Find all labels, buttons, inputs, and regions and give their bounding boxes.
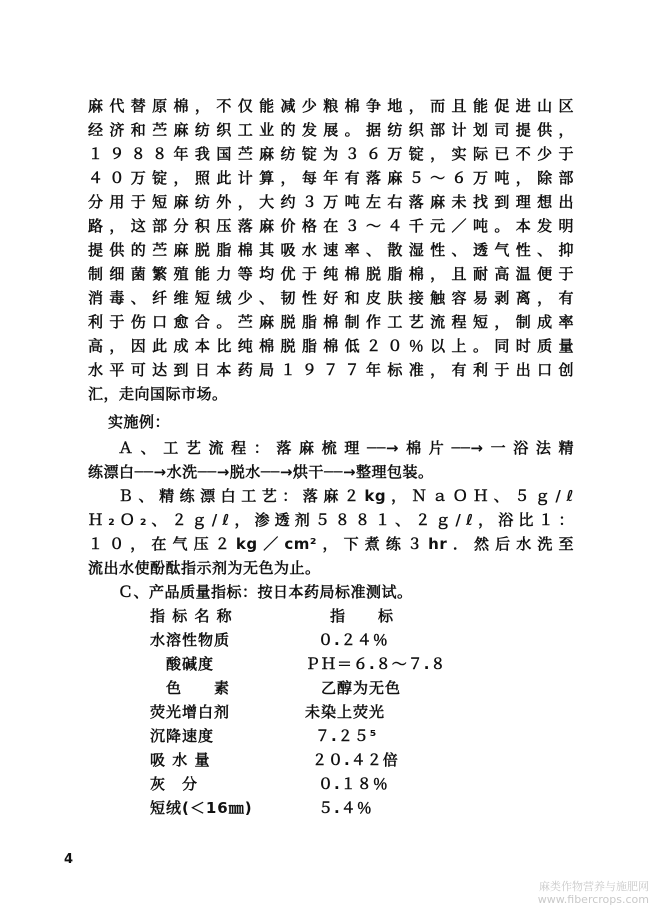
table-row-value: ０.２４％ <box>318 631 389 649</box>
table-row-name: 沉降速度 <box>150 727 215 745</box>
body-line: 经济和苎麻纺织工业的发展。据纺织部计划司提供， <box>88 121 574 139</box>
body-line: 制细菌繁殖能力等均优于纯棉脱脂棉，且耐高温便于 <box>88 265 574 283</box>
section-c-heading: Ｃ、产品质量指标：按日本药局标准测试。 <box>118 583 413 601</box>
body-line: 分用于短麻纺外，大约３万吨左右落麻未找到理想出 <box>88 193 574 211</box>
body-line: １９８８年我国苎麻纺锭为３６万锭，实际已不少于 <box>88 145 574 163</box>
section-b-line: １０，在气压２kg／cm²，下煮练３hr．然后水洗至 <box>88 535 574 553</box>
section-b-line: Ｈ₂Ｏ₂、２ｇ/ℓ，渗透剂５８８１、２ｇ/ℓ，浴比１： <box>88 511 574 529</box>
body-line: 消毒、纤维短绒少、韧性好和皮肤接触容易剥离，有 <box>88 289 574 307</box>
table-row-value: 乙醇为无色 <box>305 679 402 697</box>
table-row-value: ０.１８％ <box>318 775 389 793</box>
site-watermark <box>538 880 649 906</box>
section-b-line: 流出水使酚酞指示剂为无色为止。 <box>88 559 321 577</box>
body-line: 麻代替原棉，不仅能减少粮棉争地，而且能促进山区 <box>88 97 574 115</box>
body-line: 高，因此成本比纯棉脱脂棉低２０％以上。同时质量 <box>88 337 574 355</box>
table-row-name: 色 素 <box>150 679 231 697</box>
table-row-name: 吸 水 量 <box>150 751 211 769</box>
table-row-value: ＰＨ＝６.８～７.８ <box>305 655 447 673</box>
table-row-name: 灰 分 <box>150 775 199 793</box>
page-number: 4 <box>64 852 74 867</box>
table-header-value: 指 标 <box>330 607 395 625</box>
section-a-line: 练漂白──→水洗──→脱水──→烘干──→整理包装。 <box>88 463 434 481</box>
table-row-value: 未染上荧光 <box>305 703 386 721</box>
table-row-name: 酸碱度 <box>150 655 215 673</box>
example-heading: 实施例： <box>108 413 171 431</box>
table-row-name: 荧光增白剂 <box>150 703 231 721</box>
section-a-line: Ａ、工艺流程：落麻梳理──→棉片──→一浴法精 <box>118 439 574 457</box>
watermark-title: 麻类作物营养与施肥网 <box>539 880 649 893</box>
table-row-value: ２０.４２倍 <box>312 751 399 769</box>
table-row-name: 水溶性物质 <box>150 631 231 649</box>
body-line: 提供的苎麻脱脂棉其吸水速率、散湿性、透气性、抑 <box>88 241 574 259</box>
body-line: ４０万锭，照此计算，每年有落麻５～６万吨，除部 <box>88 169 574 187</box>
body-line: 水平可达到日本药局１９７７年标准，有利于出口创 <box>88 361 574 379</box>
body-line: 利于伤口愈合。苎麻脱脂棉制作工艺流程短，制成率 <box>88 313 574 331</box>
watermark-url: www.fibercrops.com <box>537 893 649 906</box>
table-row-value: ７.２５⁵ <box>315 727 378 745</box>
table-header-name: 指 标 名 称 <box>150 607 233 625</box>
body-line: 汇，走向国际市场。 <box>88 385 228 403</box>
body-line: 路，这部分积压落麻价格在３～４千元／吨。本发明 <box>88 217 574 235</box>
section-b-line: Ｂ、精练漂白工艺：落麻２kg，ＮａＯＨ、５ｇ/ℓ <box>118 487 574 505</box>
table-row-value: ５.４％ <box>318 799 373 817</box>
table-row-name: 短绒(＜16㎜) <box>150 799 253 817</box>
